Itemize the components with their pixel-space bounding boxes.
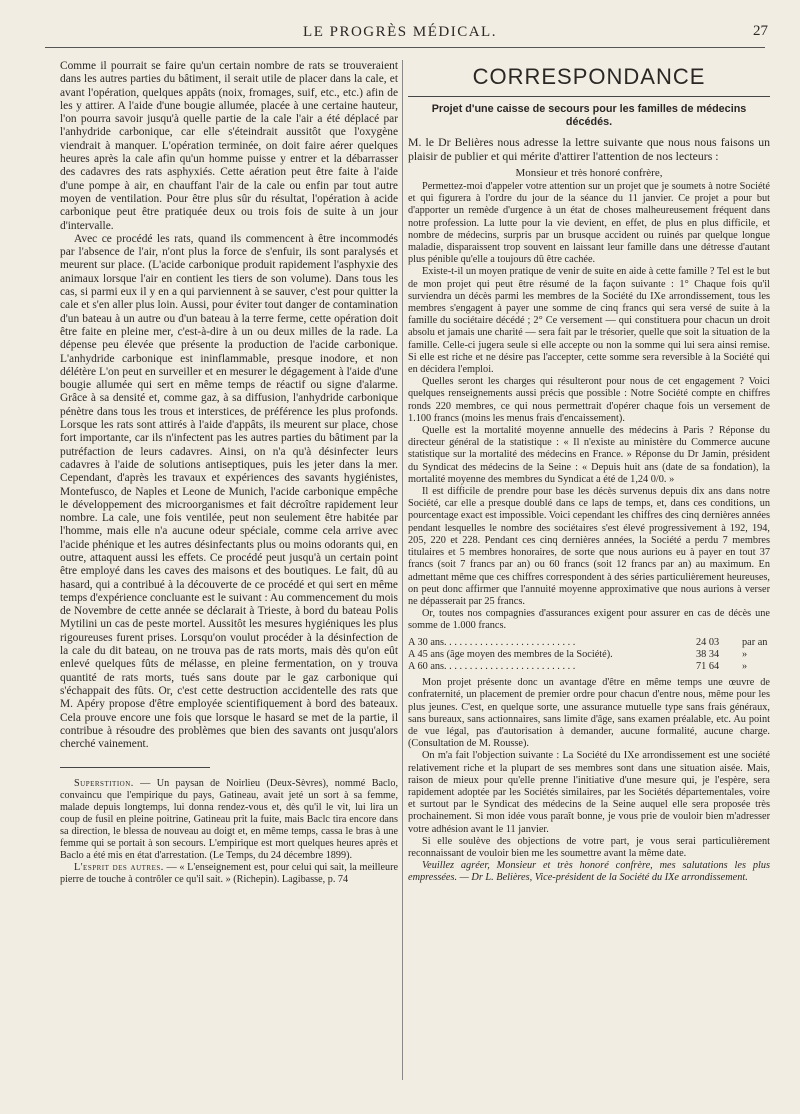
note-esprit xyxy=(60,862,398,886)
letter-paragraph: Quelle est la mortalité moyenne annuelle des médecins à Paris ? Réponse du directeur général de la statistique : « Il n'existe au ministère du Commerce aucune statistique sur la mortalité des médecins en France. » Réponse du Dr Jamin, président du Syndicat des médecins de la Seine : « Depuis huit ans (date de sa fondation), la mortalité moyenne des membres du Syndicat a été de 1,24 0/0. » xyxy=(408,425,770,485)
letter-paragraph: Il est difficile de prendre pour base les décès survenus depuis dix ans dans notre Société, car elle a presque doublé dans ce laps de temps, et, dans ces conditions, un pourcentage exact est impossible. Voici cependant les chiffres des cinq dernières années pendant lesquelles le nombre des sociétaires s'est élevé progressivement à 192, 194, 205, 220 et 228. Pendant ces cinq dernières années, la Société a perdu 7 membres titulaires et 5 membres honoraires, de sorte que nous aurions eu à payer en tout 37 francs (soit 7 francs par an) ou 60 francs (soit 12 francs par an) au maximum. En admettant même que ces chiffres correspondent à des séries particulièrement heureuses, on peut donc affirmer que l'annuité moyenne approximative que nous aurions à verser ne dépasserait par 25 francs. xyxy=(408,486,770,607)
tarif-row xyxy=(408,637,770,649)
tarif-value: 38 34 xyxy=(696,648,720,660)
note-superstition xyxy=(60,778,398,862)
tarif-label: A 30 ans. . . . . . . . . . . . . . . . . . . . . . . . . . xyxy=(408,636,576,648)
note-heading: L'esprit des autres. xyxy=(74,862,164,874)
header-rule xyxy=(45,47,765,48)
tarif-unit: » xyxy=(742,648,748,660)
letter-paragraph: Quelles seront les charges qui résulteront pour nous de cet engagement ? Voici quelques renseignements aussi précis que possible : Notre Société compte en chiffres ronds 220 membres, ce qui nous permettrait d'opérer chaque fois un versement de 1.100 francs (moins les menus frais d'encaissement). xyxy=(408,376,770,424)
journal-title: LE PROGRÈS MÉDICAL. xyxy=(303,24,497,40)
section-title: CORRESPONDANCE xyxy=(472,64,706,89)
salutation: Monsieur et très honoré confrère, xyxy=(515,167,663,179)
letter-paragraph: Si elle soulève des objections de votre part, je vous serai particulièrement reconnaissant de vouloir bien me les soumettre avant la même date. xyxy=(408,835,770,859)
notes-rule xyxy=(60,767,210,768)
article-subtitle: Projet d'une caisse de secours pour les familles de médecins décédés. xyxy=(431,103,747,128)
left-column xyxy=(60,60,398,886)
tarif-value: 24 03 xyxy=(696,636,720,648)
page-number: 27 xyxy=(753,23,768,39)
tarif-unit: par an xyxy=(742,636,768,648)
letter-paragraph: Mon projet présente donc un avantage d'être en même temps une œuvre de confraternité, un placement de premier ordre pour chacun d'entre nous, même pour les plus jeunes. C'est, en quelque sorte, une assurance mutuelle type sans frais généraux, sans bureaux, sans actionnaires, sans limite d'âge, sans examen préalable, etc. Au point de vue légal, pas d'autorisation à demander, aucune formalité, aucune charge. (Consultation de M. Rousse). xyxy=(408,677,770,750)
right-column xyxy=(408,60,770,885)
body-paragraph: Comme il pourrait se faire qu'un certain nombre de rats se trouveraient dans les autres parties du bâtiment, il serait utile de placer dans la cale, et avant l'opération, quelques appâts (noix, fromages, suif, etc., etc.) afin de les y attirer. A l'aide d'une bougie allumée, placée à une certaine hauteur, l'on pourra savoir jusqu'à quelle partie de la cale l'air a été déplacé par l'anhydride carbonique, car elle s'éteindrait aussitôt que l'oxygène viendrait à manquer. L'opération terminée, on doit faire aérer quelques heures après la cale afin qu'un homme puisse y entrer et la débarrasser des cadavres des rats asphyxiés. Cette aération peut être faite à l'aide d'une pompe à air, en chauffant l'air de la cale ou enfin par tout autre moyen de ventilation. Pour être plus sûr du résultat, l'opération à acide carbonique peut être pratiquée deux ou trois fois de suite à un jour d'intervalle. xyxy=(60,60,398,232)
column-separator xyxy=(402,60,403,1080)
letter-signature: Veuillez agréer, Monsieur et très honoré confrère, mes salutations les plus empressées. — Dr L. Belières, Vice-président de la Société du IXe arrondissement. xyxy=(408,860,770,884)
letter-paragraph: On m'a fait l'objection suivante : La Société du IXe arrondissement est une société relativement riche et la plupart de ses membres sont dans une situation aisée. Mais, raison de mieux pour qu'elle prenne l'initiative d'une mesure qui, je l'espère, sera rapidement adoptée par les Sociétés similaires, par les Sociétés départementales, voire et surtout par le Syndicat des médecins de la Seine auquel elle sera proposée très prochainement. Si mon idée vous paraît bonne, je vous prie de vouloir bien m'adresser votre adhésion avant le 11 janvier. xyxy=(408,750,770,835)
tarif-table xyxy=(408,637,770,674)
tarif-value: 71 64 xyxy=(696,660,720,672)
letter-paragraph: Permettez-moi d'appeler votre attention sur un projet que je soumets à notre Société et qui figurera à l'ordre du jour de la séance du 11 janvier. Ce projet a pour but d'apporter un remède d'urgence à un état de choses malheureusement fréquent dans notre profession. La lutte pour la vie devient, en effet, de plus en plus difficile, et nombre de médecins, surpris par un brusque accident ou ruinés par quelque longue maladie, disparaissent trop souvent en laissant leur famille dans une détresse d'autant plus pénible qu'elle a toujours dû être cachée. xyxy=(408,181,770,266)
letter-paragraph: Existe-t-il un moyen pratique de venir de suite en aide à cette famille ? Tel est le but de mon projet qui peut être résumé de la façon suivante : 1° Chaque fois qu'il surviendra un décès parmi les membres de la Société du IXe arrondissement, tous les membres s'engagent à payer une somme de cinq francs qui sera versé de suite à la famille du sociétaire décédé ; 2° Ce versement — qui constituera pour chacun un droit absolu et jamais une charité — sera fait par le trésorier, quelle que soit la situation de la famille. Celle-ci jugera seule si elle accepte ou non la somme qui lui sera ainsi remise. Si elle est riche et ne désire pas l'accepter, cette somme sera reversible à la Société qui en décidera l'emploi. xyxy=(408,266,770,376)
page-header xyxy=(30,20,770,44)
tarif-label: A 60 ans. . . . . . . . . . . . . . . . . . . . . . . . . . xyxy=(408,660,576,672)
tarif-row xyxy=(408,661,770,673)
notes xyxy=(60,778,398,886)
note-heading: Superstition. xyxy=(74,778,134,790)
note-text: — Un paysan de Noirlieu (Deux-Sèvres), nommé Baclo, convaincu que l'empirique du pays, Gatineau, avait jeté un sort à sa femme, malade depuis longtemps, lui donna rendez-vous et, dès qu'il le vit, lui lira un coup de fusil en pleine poitrine, Gatineau prit la fuite, mais Baclc tira encore dans sa direction, le blessa de nouveau au doigt et, en même temps, cassa le bras à une femme qui se portait à son secours. L'empirique est mort quelques heures après et Baclo a été mis en état d'arrestation. (Le Temps, du 24 décembre 1899). xyxy=(60,778,398,862)
note-text: — « L'enseignement est, pour celui qui sait, la meilleure pierre de touche à contrôler ce qu'il sait. » (Richepin). Lagibasse, p. 74 xyxy=(60,862,398,886)
tarif-row xyxy=(408,649,770,661)
section-rule xyxy=(408,96,770,97)
letter-body xyxy=(408,181,770,885)
letter-paragraph: Or, toutes nos compagnies d'assurances exigent pour assurer en cas de décès une somme de 1.000 francs. xyxy=(408,608,770,632)
article-lead: M. le Dr Belières nous adresse la lettre suivante que nous nous faisons un plaisir de publier et qui mérite d'attirer l'attention de nos lecteurs : xyxy=(408,135,770,163)
tarif-label: A 45 ans (âge moyen des membres de la Société). xyxy=(408,648,613,660)
body-paragraph: Avec ce procédé les rats, quand ils commencent à être incommodés par l'absence de l'air, n'ont plus la force de s'enfuir, ils sont paralysés et meurent sur place. (L'acide carbonique produit rapidement l'asphyxie des animaux lorsque l'air en contient les tiers de son volume). Dans tous les cas, si parmi eux il y en a qui parviennent à se sauver, c'est pour quitter la cale et s'en aller plus loin. Aussi, pour éviter tout danger de contamination d'un bateau à un autre ou d'un bateau à la terre ferme, cette opération doit être faite en pleine mer, c'est-à-dire à un ou deux milles de la rade. La dépense peu élevée que présente la production de l'acide carbonique. L'anhydride carbonique est ininflammable, presque inodore, et non délétère L'on peut en surveiller et en mesurer le dégagement à l'aide d'une bougie allumée qui sert en même temps de réactif ou signe d'alarme. Grâce à sa densité et, comme gaz, à sa diffusion, l'anhydride carbonique pénètre dans tous les trous et interstices, de préférence les plus profonds. Lorsque les rats sont attirés à l'aide d'appâts, ils meurent sur place, chose fort importante, car ils n'infectent pas les autres parties du bâtiment par la putréfaction de leurs cadavres. Ainsi, on n'a qu'à désinfecter leurs cadavres à l'aide de solutions antiseptiques, puis les jeter dans la mer. Cependant, d'après les travaux et expériences des savants hygiénistes, Montefusco, de Naples et Leone de Munich, l'acide carbonique empêche le développement des microorganismes et fait décroître rapidement leur nombre. La cale, une fois ventilée, peut non seulement être habitée par l'homme, mais elle n'a aucune odeur spéciale, comme cela arrive avec l'acide phénique et les autres désinfectants plus ou moins odorants qui, en outre, attaquent aussi les effets. Ce procédé peut jusqu'à un certain point être employé dans les caves des maisons et des boutiques. Le fait, dû au hasard, qui a contribué à la découverte de ce procédé et qui sert en même temps d'expérience concluante est le suivant : Au commencement du mois de Novembre de cette année se déclarait à Trieste, à bord du bateau Polis Mytilini un cas de peste mortel. Aussitôt les mesures hygiéniques les plus rigoureuses furent prises. Lorsqu'on voulut procéder à la désinfection de la cale du dit bateau, on ne trouva pas de rats morts, mais dès qu'on eût enlevé quelques fûts de mélasse, en pleine fermentation, on y trouva quantité de rats morts, tués sans doute par le gaz carbonique qui s'échappait des fûts. Or, c'est cette destruction accidentelle des rats que M. Apéry propose d'être employée scientifiquement à bord des bateaux. Cela prouve encore une fois que lorsque le hasard se met de la partie, il contribue à résoudre des problèmes que bien des savants ont jusqu'alors cherché vainement. xyxy=(60,232,398,751)
tarif-unit: » xyxy=(742,660,748,672)
